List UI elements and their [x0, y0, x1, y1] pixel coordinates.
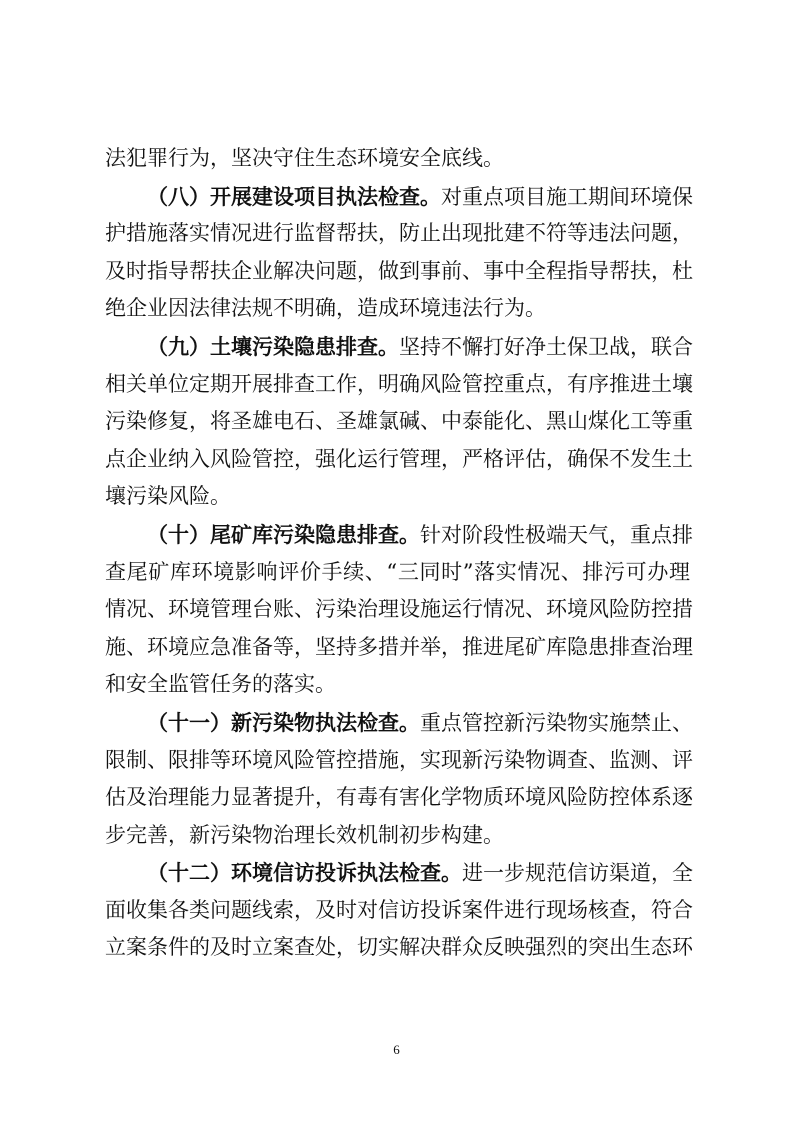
section-heading: （十一）新污染物执法检查。 [147, 709, 420, 735]
text-line: 壤污染风险。 [105, 484, 231, 509]
text-line: 步完善，新污染物治理长效机制初步构建。 [105, 822, 504, 847]
paragraph-section-8 [105, 178, 693, 328]
text-line: 情况、环境管理台账、污染治理设施运行情况、环境风险防控措 [105, 597, 693, 622]
text-line [105, 704, 693, 742]
text-line: 和安全监管任务的落实。 [105, 672, 336, 697]
text-line: 护措施落实情况进行监督帮扶，防止出现批建不符等违法问题， [105, 221, 693, 246]
text-run: 对重点项目施工期间环境保 [441, 184, 693, 209]
paragraph-continuation [105, 140, 690, 178]
text-run: 重点管控新污染物实施禁止、 [420, 710, 693, 735]
section-heading: （八）开展建设项目执法检查。 [147, 183, 441, 209]
text-run: 针对阶段性极端天气，重点排 [420, 522, 693, 547]
text-line: 面收集各类问题线索，及时对信访投诉案件进行现场核查，符合 [105, 897, 693, 922]
text-line: 绝企业因法律法规不明确，造成环境违法行为。 [105, 296, 546, 321]
document-body [105, 140, 693, 967]
section-heading: （十二）环境信访投诉执法检查。 [147, 860, 462, 886]
text-line: 施、环境应急准备等，坚持多措并举，推进尾矿库隐患排查治理 [105, 634, 693, 659]
text-line [105, 178, 693, 216]
page-number: 6 [393, 1042, 400, 1057]
section-heading: （十）尾矿库污染隐患排查。 [147, 521, 420, 547]
text-line [105, 328, 693, 366]
section-heading: （九）土壤污染隐患排查。 [147, 333, 399, 359]
text-line: 及时指导帮扶企业解决问题，做到事前、事中全程指导帮扶，杜 [105, 258, 693, 283]
text-line: 限制、限排等环境风险管控措施，实现新污染物调查、监测、评 [105, 747, 693, 772]
text-line: 污染修复，将圣雄电石、圣雄氯碱、中泰能化、黑山煤化工等重 [105, 409, 693, 434]
text-line [105, 854, 693, 892]
text-run: 进一步规范信访渠道，全 [462, 861, 693, 886]
paragraph-section-12 [105, 854, 693, 967]
text-line: 查尾矿库环境影响评价手续、“三同时”落实情况、排污可办理 [105, 559, 690, 584]
text-line: 估及治理能力显著提升，有毒有害化学物质环境风险防控体系逐 [105, 785, 693, 810]
paragraph-section-9 [105, 328, 693, 516]
paragraph-section-10 [105, 516, 693, 704]
paragraph-section-11 [105, 704, 693, 854]
text-line: 立案条件的及时立案查处，切实解决群众反映强烈的突出生态环 [105, 935, 693, 960]
text-line: 相关单位定期开展排查工作，明确风险管控重点，有序推进土壤 [105, 371, 693, 396]
text-line: 法犯罪行为，坚决守住生态环境安全底线。 [105, 146, 504, 170]
text-run: 坚持不懈打好净土保卫战，联合 [399, 334, 693, 359]
text-line [105, 516, 693, 554]
text-line: 点企业纳入风险管控，强化运行管理，严格评估，确保不发生土 [105, 446, 693, 471]
